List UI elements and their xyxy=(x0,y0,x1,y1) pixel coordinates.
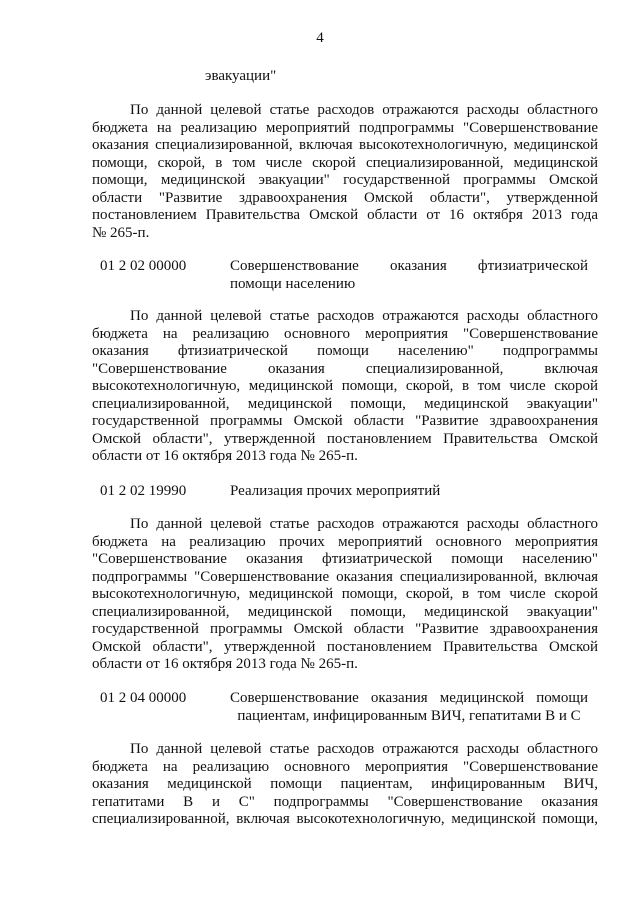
paragraph-line: Омской области", утвержденной постановлением Правительства Омской xyxy=(92,638,598,655)
paragraph-line: № 265-п. xyxy=(92,224,150,241)
paragraph-4 xyxy=(92,741,598,829)
paragraph-line: специализированной, медицинской помощи, медицинской эвакуации" xyxy=(92,395,598,412)
paragraph-3 xyxy=(92,516,598,674)
section-title-line: Совершенствование оказания фтизиатрической xyxy=(230,258,588,274)
paragraph-line: высокотехнологичную, медицинской помощи, скорой, в том числе скорой xyxy=(92,378,598,394)
section-title-line: пациентам, инфицированным ВИЧ, гепатитами В и С xyxy=(237,707,581,724)
paragraph-line: помощи, медицинской эвакуации" государственной программы Омской xyxy=(92,172,598,188)
paragraph-line: По данной целевой статье расходов отражаются расходы областного xyxy=(130,516,598,532)
section-title-line: Совершенствование оказания медицинской помощи xyxy=(230,690,588,706)
paragraph-line: области "Развитие здравоохранения Омской области", утвержденной xyxy=(92,189,598,206)
section-title-line: помощи населению xyxy=(230,275,356,292)
section-code-3: 01 2 04 00000 xyxy=(100,690,187,706)
paragraph-line: области от 16 октября 2013 года № 265-п. xyxy=(92,448,358,464)
paragraph-line: бюджета на реализацию мероприятий подпрограммы "Совершенствование xyxy=(92,119,598,136)
paragraph-line: По данной целевой статье расходов отражаются расходы областного xyxy=(130,308,598,324)
paragraph-line: оказания медицинской помощи пациентам, инфицированным ВИЧ, xyxy=(92,776,598,792)
section-code-1: 01 2 02 00000 xyxy=(100,258,187,274)
paragraph-line: гепатитами В и С" подпрограммы "Совершенствование оказания xyxy=(92,793,598,810)
paragraph-1 xyxy=(92,102,598,242)
paragraph-line: государственной программы Омской области "Развитие здравоохранения xyxy=(92,413,598,429)
paragraph-2 xyxy=(92,308,598,466)
paragraph-line: специализированной, включая высокотехнологичную, медицинской помощи, xyxy=(92,811,598,827)
paragraph-line: области от 16 октября 2013 года № 265-п. xyxy=(92,656,358,672)
paragraph-line: "Совершенствование оказания специализированной, включая xyxy=(92,360,598,377)
section-code-2: 01 2 02 19990 xyxy=(100,483,187,499)
paragraph-line: оказания фтизиатрической помощи населению" подпрограммы xyxy=(92,343,598,359)
paragraph-line: бюджета на реализацию основного мероприятия "Совершенствование xyxy=(92,325,598,342)
paragraph-line: постановлением Правительства Омской области от 16 октября 2013 года xyxy=(92,207,598,223)
paragraph-line: высокотехнологичную, медицинской помощи, скорой, в том числе скорой xyxy=(92,586,598,602)
section-title-line: Реализация прочих мероприятий xyxy=(230,483,441,499)
paragraph-line: По данной целевой статье расходов отражаются расходы областного xyxy=(130,102,598,118)
paragraph-line: помощи, скорой, в том числе скорой специализированной, медицинской xyxy=(92,154,598,171)
paragraph-line: Омской области", утвержденной постановлением Правительства Омской xyxy=(92,430,598,447)
section-title-2 xyxy=(230,483,588,501)
paragraph-line: бюджета на реализацию основного мероприятия "Совершенствование xyxy=(92,758,598,775)
paragraph-line: бюджета на реализацию прочих мероприятий основного мероприятия xyxy=(92,533,598,550)
paragraph-line: государственной программы Омской области "Развитие здравоохранения xyxy=(92,621,598,637)
paragraph-line: оказания специализированной, включая высокотехнологичную, медицинской xyxy=(92,137,598,153)
paragraph-line: "Совершенствование оказания фтизиатрической помощи населению" xyxy=(92,551,598,567)
page-number: 4 xyxy=(316,30,324,46)
paragraph-line: специализированной, медицинской помощи, медицинской эвакуации" xyxy=(92,603,598,620)
top-fragment: эвакуации" xyxy=(205,68,277,84)
section-title-3 xyxy=(230,690,588,725)
paragraph-line: По данной целевой статье расходов отражаются расходы областного xyxy=(130,741,598,757)
section-title-1 xyxy=(230,258,588,293)
paragraph-line: подпрограммы "Совершенствование оказания специализированной, включая xyxy=(92,568,598,585)
